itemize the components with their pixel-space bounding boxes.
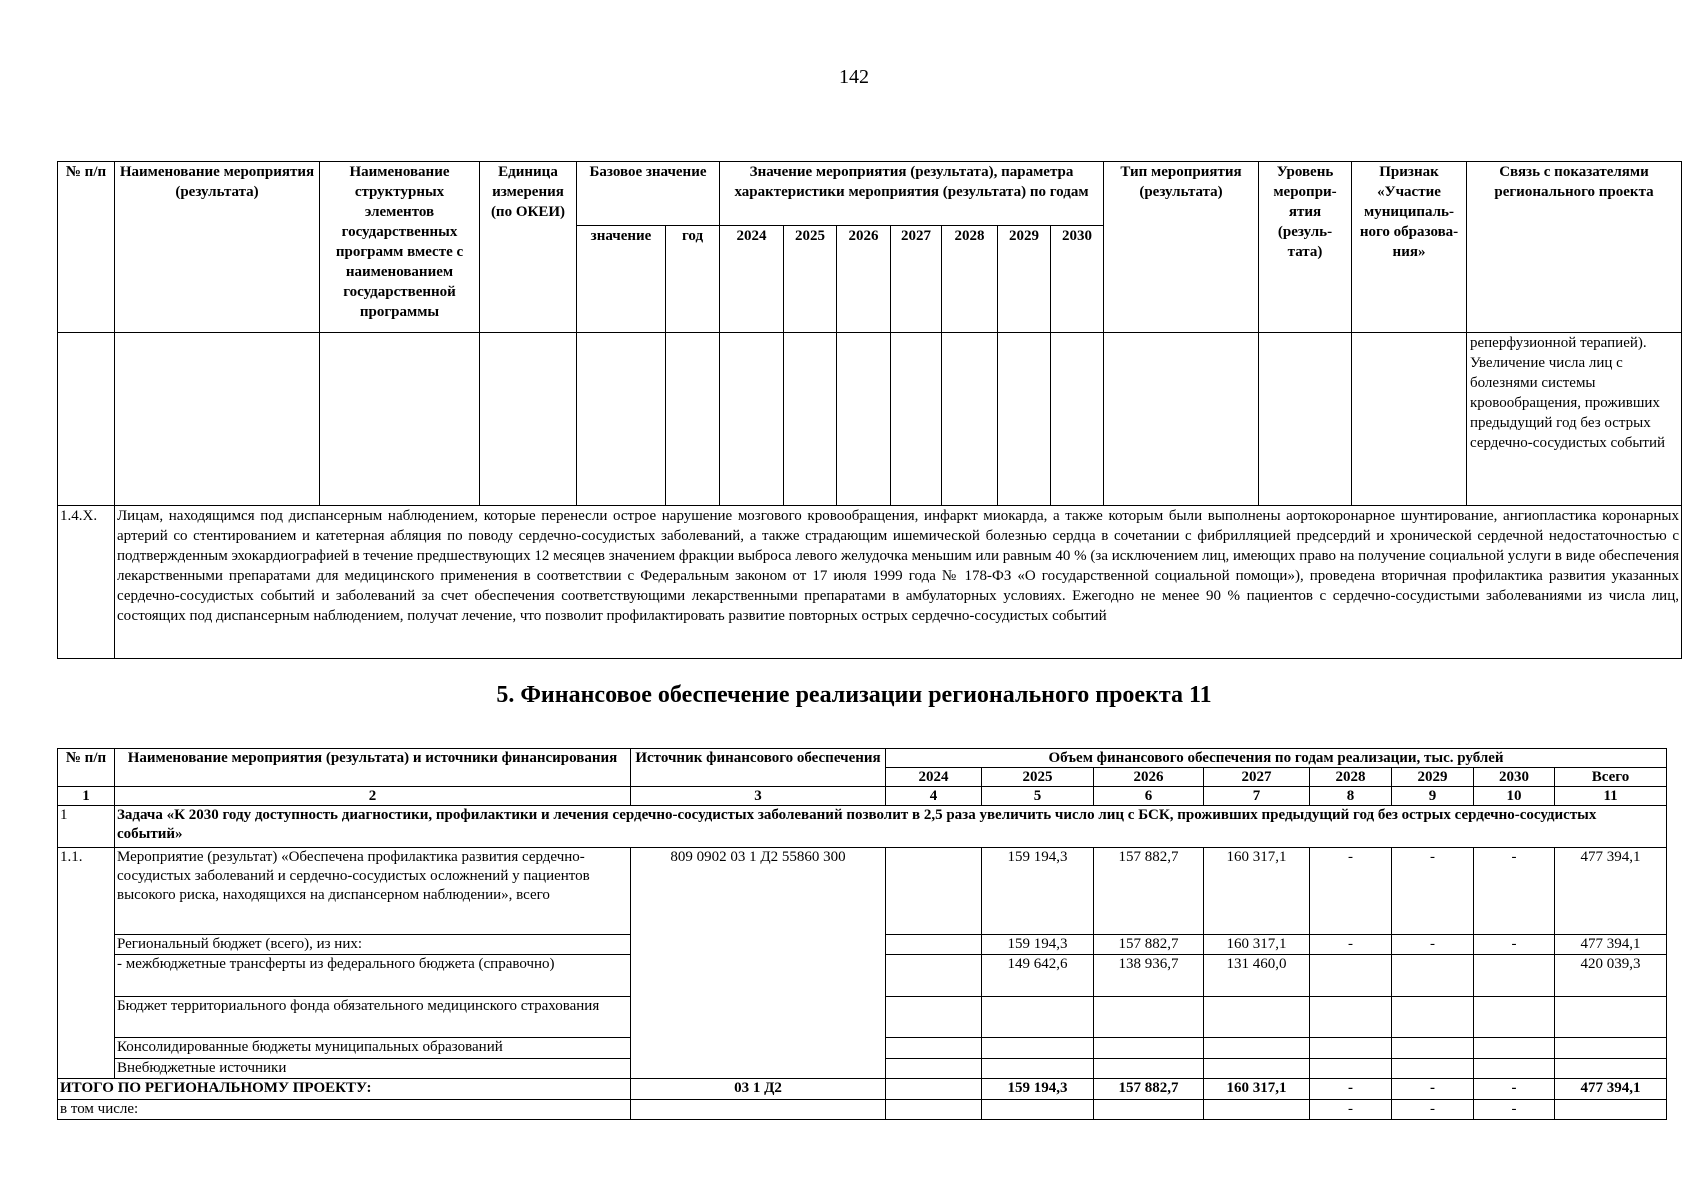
value-cell: 159 194,3 [982,848,1094,935]
financing-table [57,748,1667,1120]
fin-header-year: 2028 [1310,768,1392,787]
col-number: 7 [1204,787,1310,806]
row-number: 1.4.Х. [58,506,115,659]
fin-header-year: 2030 [1474,768,1555,787]
col-number: 5 [982,787,1094,806]
activities-table [57,161,1682,659]
header-base-year: год [666,226,720,333]
value-cell [1392,1038,1474,1059]
header-year: 2024 [720,226,784,333]
total-value: - [1310,1079,1392,1100]
header-values: Значение мероприятия (результата), параметра характеристики мероприятия (результата) по годам [720,162,1104,226]
item-number: 1.1. [58,848,115,1079]
task-text: Задача «К 2030 году доступность диагностики, профилактики и лечения сердечно-сосудистых заболеваний позволит в 2,5 раза увеличить число лиц с БСК, проживших предыдущий год без острых сердечно-сосудистых событий» [115,806,1667,848]
header-municipal: Признак «Участие муниципаль-ного образова-ния» [1352,162,1467,333]
value-cell [1310,955,1392,997]
total-value: 157 882,7 [1094,1079,1204,1100]
fin-header-year: 2029 [1392,768,1474,787]
including-value: - [1392,1100,1474,1120]
row-name: Бюджет территориального фонда обязательного медицинского страхования [115,997,631,1038]
value-cell: 138 936,7 [1094,955,1204,997]
total-value: 159 194,3 [982,1079,1094,1100]
value-cell [1555,1038,1667,1059]
row-name: Региональный бюджет (всего), из них: [115,935,631,955]
value-cell: 477 394,1 [1555,935,1667,955]
including-value: - [1310,1100,1392,1120]
value-cell [1204,1038,1310,1059]
value-cell [886,1059,982,1079]
value-cell: - [1310,935,1392,955]
value-cell [982,1059,1094,1079]
value-cell: - [1474,935,1555,955]
value-cell: 159 194,3 [982,935,1094,955]
value-cell: 157 882,7 [1094,848,1204,935]
fin-header-num: № п/п [58,749,115,787]
value-cell [886,1038,982,1059]
total-value: - [1474,1079,1555,1100]
value-cell: - [1474,848,1555,935]
value-cell [1310,1059,1392,1079]
value-cell: - [1392,935,1474,955]
value-cell [886,955,982,997]
activity-description: Лицам, находящимся под диспансерным наблюдением, которые перенесли острое нарушение мозгового кровообращения, инфаркт миокарда, а также которым были выполнены аортокоронарное шунтирование, ангиопластика коронарных артерий со стентированием и катетерная абляция по поводу сердечно-сосудистых заболеваний, а также страдающим ишемической болезнью сердца в сочетании с фибрилляцией предсердий и хронической сердечной недостаточностью с подтвержденным эхокардиографией в течение предшествующих 12 месяцев значением фракции выброса левого желудочка меньшим или равным 40 % (за исключением лиц, имеющих право на получение социальной услуги в виде обеспечения лекарственными препаратами для медицинского применения в соответствии с Федеральным законом от 17 июля 1999 года № 178-ФЗ «О государственной социальной помощи»), проведена вторичная профилактика развития указанных сердечно-сосудистых событий и заболеваний за счет обеспечения соответствующими лекарственными препаратами в амбулаторных условиях. Ежегодно не менее 90 % пациентов с сердечно-сосудистыми заболеваниями из числа лиц, состоящих под диспансерным наблюдением, получат лечение, что позволит профилактировать развитие повторных острых сердечно-сосудистых событий [115,506,1682,659]
including-value [982,1100,1094,1120]
col-number: 10 [1474,787,1555,806]
fin-header-year: 2026 [1094,768,1204,787]
row-name: Консолидированные бюджеты муниципальных образований [115,1038,631,1059]
including-value [1204,1100,1310,1120]
value-cell [1555,997,1667,1038]
including-value [1555,1100,1667,1120]
fin-header-year: 2027 [1204,768,1310,787]
col-number: 1 [58,787,115,806]
value-cell [1392,997,1474,1038]
total-value: 160 317,1 [1204,1079,1310,1100]
header-year: 2028 [942,226,998,333]
fin-header-volume: Объем финансового обеспечения по годам реализации, тыс. рублей [886,749,1667,768]
value-cell: 157 882,7 [1094,935,1204,955]
indicator-link-text: реперфузионной терапией). Увеличение числа лиц с болезнями системы кровообращения, проживших предыдущий год без острых сердечно-сосудистых событий [1467,333,1682,506]
including-value: - [1474,1100,1555,1120]
including-value [886,1100,982,1120]
value-cell [982,1038,1094,1059]
col-number: 4 [886,787,982,806]
value-cell [886,997,982,1038]
including-value [1094,1100,1204,1120]
col-number: 9 [1392,787,1474,806]
header-type: Тип мероприятия (результата) [1104,162,1259,333]
value-cell: 160 317,1 [1204,935,1310,955]
value-cell [982,997,1094,1038]
col-number: 11 [1555,787,1667,806]
total-value [886,1079,982,1100]
including-label: в том числе: [58,1100,631,1120]
fin-header-year: 2024 [886,768,982,787]
col-number: 2 [115,787,631,806]
value-cell [1094,997,1204,1038]
fin-header-total: Всего [1555,768,1667,787]
section-title: 5. Финансовое обеспечение реализации регионального проекта 11 [496,682,1212,708]
value-cell [1310,1038,1392,1059]
task-number: 1 [58,806,115,848]
value-cell: - [1392,848,1474,935]
value-cell [886,935,982,955]
value-cell: 149 642,6 [982,955,1094,997]
value-cell [1555,1059,1667,1079]
header-unit: Единица измерения (по ОКЕИ) [480,162,577,333]
value-cell: 477 394,1 [1555,848,1667,935]
value-cell: 131 460,0 [1204,955,1310,997]
header-year: 2030 [1051,226,1104,333]
value-cell: 420 039,3 [1555,955,1667,997]
value-cell [1474,997,1555,1038]
total-label: ИТОГО ПО РЕГИОНАЛЬНОМУ ПРОЕКТУ: [58,1079,631,1100]
item-source-code: 809 0902 03 1 Д2 55860 300 [631,848,886,1079]
header-name: Наименование мероприятия (результата) [115,162,320,333]
value-cell: 160 317,1 [1204,848,1310,935]
row-name: Мероприятие (результат) «Обеспечена профилактика развития сердечно-сосудистых заболеваний и сердечно-сосудистых осложнений у пациентов высокого риска, находящихся на диспансерном наблюдении», всего [115,848,631,935]
row-name: Внебюджетные источники [115,1059,631,1079]
value-cell [1310,997,1392,1038]
total-source-code: 03 1 Д2 [631,1079,886,1100]
header-link: Связь с показателями регионального проекта [1467,162,1682,333]
fin-header-source: Источник финансового обеспечения [631,749,886,787]
header-num: № п/п [58,162,115,333]
value-cell [1474,955,1555,997]
col-number: 6 [1094,787,1204,806]
value-cell [886,848,982,935]
value-cell [1204,997,1310,1038]
value-cell [1474,1038,1555,1059]
header-struct: Наименование структурных элементов государственных программ вместе с наименованием государственной программы [320,162,480,333]
row-name: - межбюджетные трансферты из федерального бюджета (справочно) [115,955,631,997]
header-year: 2029 [998,226,1051,333]
col-number: 8 [1310,787,1392,806]
total-value: 477 394,1 [1555,1079,1667,1100]
value-cell [1474,1059,1555,1079]
header-base: Базовое значение [577,162,720,226]
value-cell: - [1310,848,1392,935]
header-base-value: значение [577,226,666,333]
total-value: - [1392,1079,1474,1100]
value-cell [1392,1059,1474,1079]
header-year: 2027 [891,226,942,333]
value-cell [1392,955,1474,997]
fin-header-year: 2025 [982,768,1094,787]
header-level: Уровень меропри-ятия (резуль-тата) [1259,162,1352,333]
header-year: 2026 [837,226,891,333]
value-cell [1204,1059,1310,1079]
col-number: 3 [631,787,886,806]
value-cell [1094,1038,1204,1059]
value-cell [1094,1059,1204,1079]
header-year: 2025 [784,226,837,333]
page-number: 142 [839,66,869,88]
fin-header-name: Наименование мероприятия (результата) и источники финансирования [115,749,631,787]
